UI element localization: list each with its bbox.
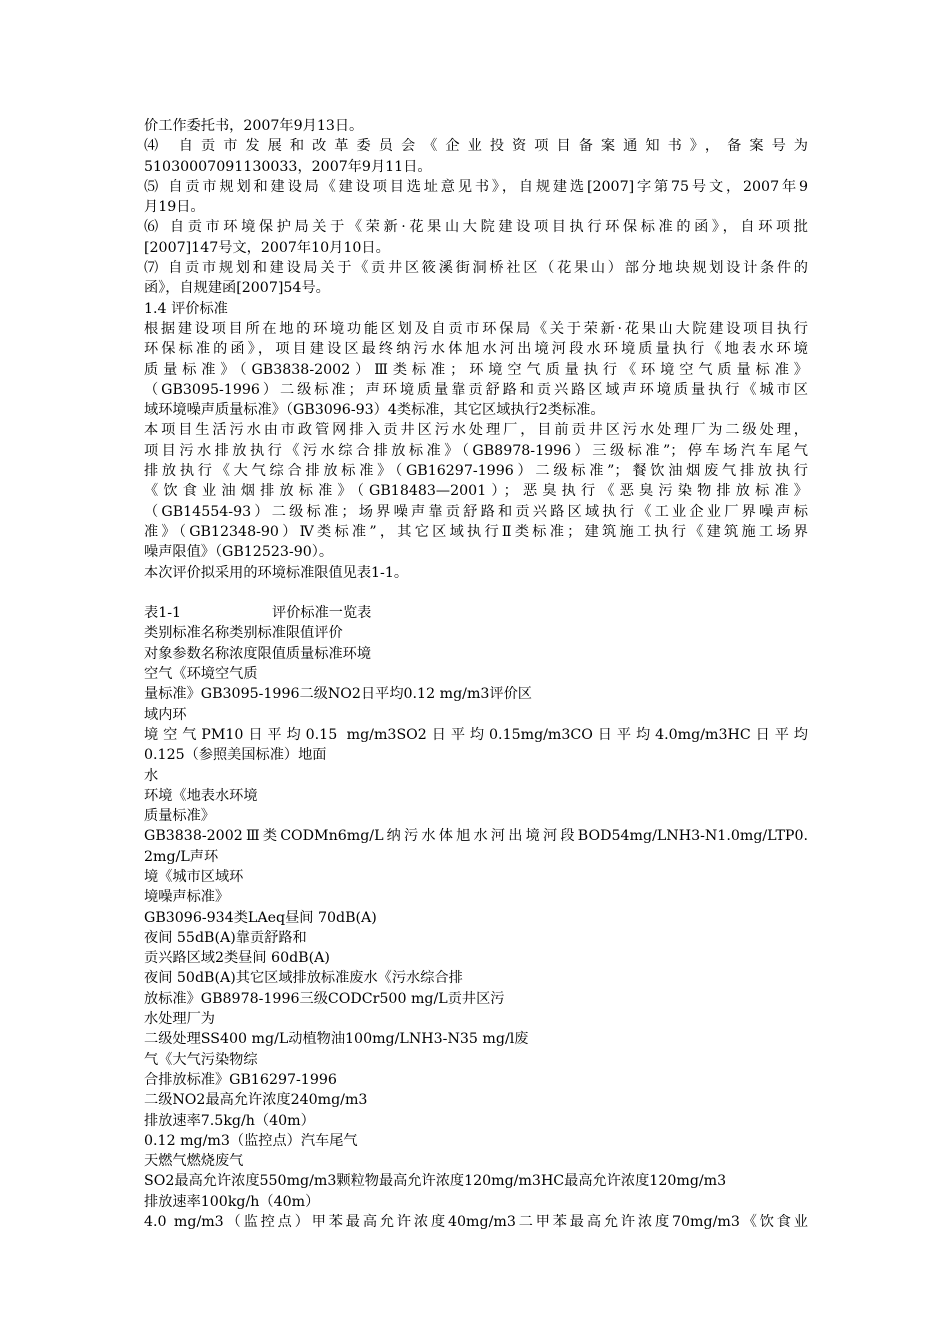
table-text-line: 0.12 mg/m3（监控点）汽车尾气 [144,1132,358,1149]
table-text-line: 环境《地表水环境 [144,787,258,804]
text-line: 根据建设项目所在地的环境功能区划及自贡市环保局《关于荣新·花果山大院建设项目执行 [144,320,808,337]
table-text-line: 夜间 55dB(A)靠贡舒路和 [144,929,307,946]
text-line: 域环境噪声质量标准》（GB3096-93）4类标准，其它区域执行2类标准。 [144,402,605,419]
table-text-line: 境空气PM10日平均0.15 mg/m3SO2日平均0.15mg/m3CO日平均4.0mg/m3HC日平均 [144,726,808,743]
table-text-line: 0.125（参照美国标准）地面 [144,747,327,764]
table-text-line: 2mg/L声环 [144,848,219,865]
text-line: [2007]147号文，2007年10月10日。 [144,239,390,256]
table-text-line: 对象参数名称浓度限值质量标准环境 [144,645,372,662]
table-text-line: 境噪声标准》 [144,889,230,906]
text-line: ⑺ 自贡市规划和建设局关于《贡井区筱溪街洞桥社区（花果山）部分地块规划设计条件的 [144,260,808,277]
text-line: （GB14554-93）二级标准；场界噪声靠贡舒路和贡兴路区域执行《工业企业厂界噪声标 [144,503,808,520]
table-text-line: 类别标准名称类别标准限值评价 [144,625,343,642]
text-line: 《饮食业油烟排放标准》（GB18483—2001）；恶臭执行《恶臭污染物排放标准》 [144,483,808,500]
table-text-line: 二级处理SS400 mg/L动植物油100mg/LNH3-N35 mg/l废 [144,1031,529,1048]
table-text-line: 4.0 mg/m3（监控点）甲苯最高允许浓度40mg/m3二甲苯最高允许浓度70mg/m3《饮食业 [144,1214,808,1231]
document-page [144,116,808,1232]
table-text-line: GB3096-934类LAeq昼间 70dB(A) [144,909,377,926]
text-line: （GB3095-1996）二级标准；声环境质量靠贡舒路和贡兴路区域声环境质量执行《城市区 [144,381,808,398]
table-text-line: 气《大气污染物综 [144,1051,258,1068]
body-text [144,116,808,583]
table-text-line: 水处理厂为 [144,1011,215,1028]
table-number: 表1-1 [144,605,182,622]
table-text-line: 排放速率100kg/h（40m） [144,1193,320,1210]
table-text-line: 域内环 [144,706,187,723]
table-text-line: 境《城市区域环 [144,868,244,885]
text-line: 1.4 评价标准 [144,300,228,317]
blank-line [144,583,808,603]
text-line: 噪声限值》（GB12523-90）。 [144,544,334,561]
text-line: 51030007091130033，2007年9月11日。 [144,158,432,175]
table-text-line: 质量标准》 [144,808,215,825]
text-line: ⑷ 自贡市发展和改革委员会《企业投资项目备案通知书》，备案号为 [144,138,808,155]
text-line: 准》（GB12348-90）Ⅳ类标准”，其它区域执行Ⅱ类标准；建筑施工执行《建筑施工场界 [144,523,808,540]
table-text-line: 放标准》GB8978-1996三级CODCr500 mg/L贡井区污 [144,990,505,1007]
table-text [144,623,808,1232]
table-text-line: 二级NO2最高允许浓度240mg/m3 [144,1092,368,1109]
table-text-line: 水 [144,767,159,784]
table-text-line: 合排放标准》GB16297-1996 [144,1071,337,1088]
text-line: 排放执行《大气综合排放标准》（GB16297-1996）二级标准”；餐饮油烟废气排放执行 [144,463,808,480]
text-line: 月19日。 [144,199,205,216]
table-text-line: 夜间 50dB(A)其它区域排放标准废水《污水综合排 [144,970,463,987]
table-text-line: 空气《环境空气质 [144,666,258,683]
table-title: 评价标准一览表 [272,605,372,622]
table-text-line: 贡兴路区域2类昼间 60dB(A) [144,950,330,967]
table-text-line: 排放速率7.5kg/h（40m） [144,1112,315,1129]
text-line: 函》，自规建函[2007]54号。 [144,280,330,297]
text-line: 质量标准》（GB3838-2002）Ⅲ类标准；环境空气质量执行《环境空气质量标准》 [144,361,808,378]
table-text-line: 量标准》GB3095-1996二级NO2日平均0.12 mg/m3评价区 [144,686,532,703]
text-line: 本次评价拟采用的环境标准限值见表1-1。 [144,564,409,581]
table-text-line: GB3838-2002Ⅲ类CODMn6mg/L纳污水体旭水河出境河段BOD54mg/LNH3-N1.0mg/LTP0. [144,828,808,845]
table-text-line: 天燃气燃烧废气 [144,1153,244,1170]
text-line: 环保标准的函》，项目建设区最终纳污水体旭水河出境河段水环境质量执行《地表水环境 [144,341,808,358]
text-line: ⑹ 自贡市环境保护局关于《荣新·花果山大院建设项目执行环保标准的函》，自环项批 [144,219,808,236]
table-text-line: SO2最高允许浓度550mg/m3颗粒物最高允许浓度120mg/m3HC最高允许浓度120mg/m3 [144,1173,727,1190]
text-line: ⑸ 自贡市规划和建设局《建设项目选址意见书》，自规建选[2007]字第75号文，2007年9 [144,178,808,195]
table-caption [144,603,808,623]
text-line: 本项目生活污水由市政管网排入贡井区污水处理厂，目前贡井区污水处理厂为二级处理， [144,422,808,439]
text-line: 价工作委托书，2007年9月13日。 [144,118,364,134]
text-line: 项目污水排放执行《污水综合排放标准》（GB8978-1996）三级标准”；停车场汽车尾气 [144,442,808,459]
